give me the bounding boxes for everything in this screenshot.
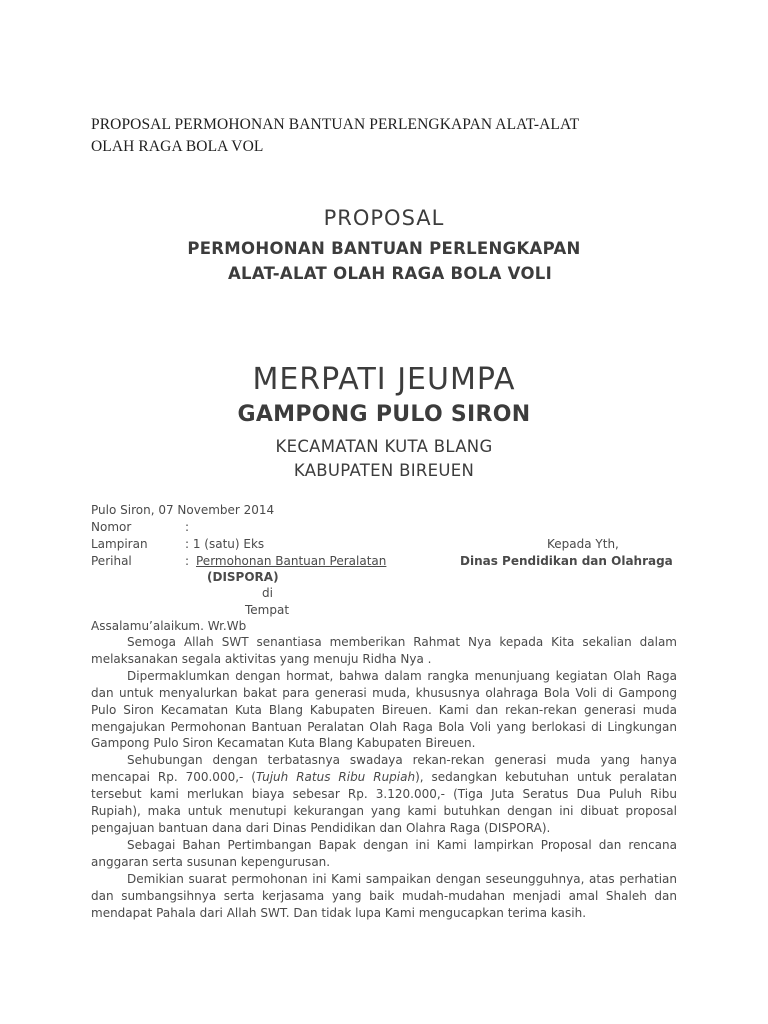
- regency-name: KABUPATEN BIREUEN: [293, 461, 475, 480]
- perihal-colon: :: [185, 554, 190, 568]
- perihal-label: Perihal: [91, 554, 132, 568]
- paragraph-1: Semoga Allah SWT senantiasa memberikan Rahmat Nya kepada Kita sekalian dalam melaksanakan segala aktivitas yang menuju Ridha Nya .: [91, 635, 677, 666]
- di-label: di: [262, 586, 273, 600]
- place-date: Pulo Siron, 07 November 2014: [91, 503, 275, 517]
- village-name: GAMPONG PULO SIRON: [237, 402, 531, 427]
- recipient-name: Dinas Pendidikan dan Olahraga: [460, 554, 673, 568]
- paragraph-3-end: ), sedangkan kebutuhan untuk peralatan tersebut kami merlukan biaya sebesar Rp. 3.120.000,- (Tiga Juta Seratus Dua Puluh Ribu Rupiah), maka untuk menutupi kekurangan yang kami butuhkan dengan ini dibuat proposal pengajuan bantuan dana dari Dinas Pendidikan dan Olahra Raga (DISPORA).: [91, 770, 677, 835]
- proposal-heading: PROPOSAL: [323, 206, 445, 230]
- proposal-subtitle: [0, 236, 768, 286]
- letter-body: [91, 634, 677, 921]
- document-title-line-1: PROPOSAL PERMOHONAN BANTUAN PERLENGKAPAN ALAT-ALAT: [91, 116, 580, 133]
- nomor-value: :: [185, 520, 190, 534]
- document-title: [91, 114, 691, 158]
- perihal-value: Permohonan Bantuan Peralatan: [196, 554, 387, 568]
- district-block: [0, 435, 768, 483]
- paragraph-3-italic: Tujuh Ratus Ribu Rupiah: [255, 770, 416, 785]
- paragraph-3: [91, 752, 677, 837]
- tempat-label: Tempat: [245, 603, 290, 617]
- document-title-line-2: OLAH RAGA BOLA VOL: [91, 138, 264, 155]
- proposal-subtitle-line-1: PERMOHONAN BANTUAN PERLENGKAPAN: [187, 239, 581, 258]
- paragraph-4: Sebagai Bahan Pertimbangan Bapak dengan ini Kami lampirkan Proposal dan rencana anggaran serta susunan kepengurusan.: [91, 837, 677, 869]
- subdistrict-name: KECAMATAN KUTA BLANG: [275, 437, 493, 456]
- kepada-yth: Kepada Yth,: [547, 537, 619, 551]
- recipient-abbreviation: (DISPORA): [207, 570, 279, 584]
- paragraph-3-start: Sehubungan dengan terbatasnya swadaya rekan-rekan generasi muda yang hanya mencapai Rp. 700.000,- (: [91, 753, 677, 785]
- organization-name: MERPATI JEUMPA: [252, 362, 516, 397]
- proposal-subtitle-line-2: ALAT-ALAT OLAH RAGA BOLA VOLI: [227, 264, 553, 283]
- lampiran-value: : 1 (satu) Eks: [185, 537, 265, 551]
- nomor-label: Nomor: [91, 520, 132, 534]
- lampiran-label: Lampiran: [91, 537, 148, 551]
- paragraph-5: Demikian suarat permohonan ini Kami sampaikan dengan seseungguhnya, atas perhatian dan sumbangsihnya serta kerjasama yang baik mudah-mudahan menjadi amal Shaleh dan mendapat Pahala dari Allah SWT. Dan tidak lupa Kami mengucapkan terima kasih.: [91, 871, 677, 920]
- greeting: Assalamu’alaikum. Wr.Wb: [91, 619, 247, 633]
- paragraph-2: Dipermaklumkan dengan hormat, bahwa dalam rangka menunjuang kegiatan Olah Raga dan untuk menyalurkan bakat para generasi muda, khususnya olahraga Bola Voli di Gampong Pulo Siron Kecamatan Kuta Blang Kabupaten Bireuen. Kami dan rekan-rekan generasi muda mengajukan Permohonan Bantuan Peralatan Olah Raga Bola Voli yang berlokasi di Lingkungan Gampong Pulo Siron Kecamatan Kuta Blang Kabupaten Bireuen.: [91, 668, 677, 751]
